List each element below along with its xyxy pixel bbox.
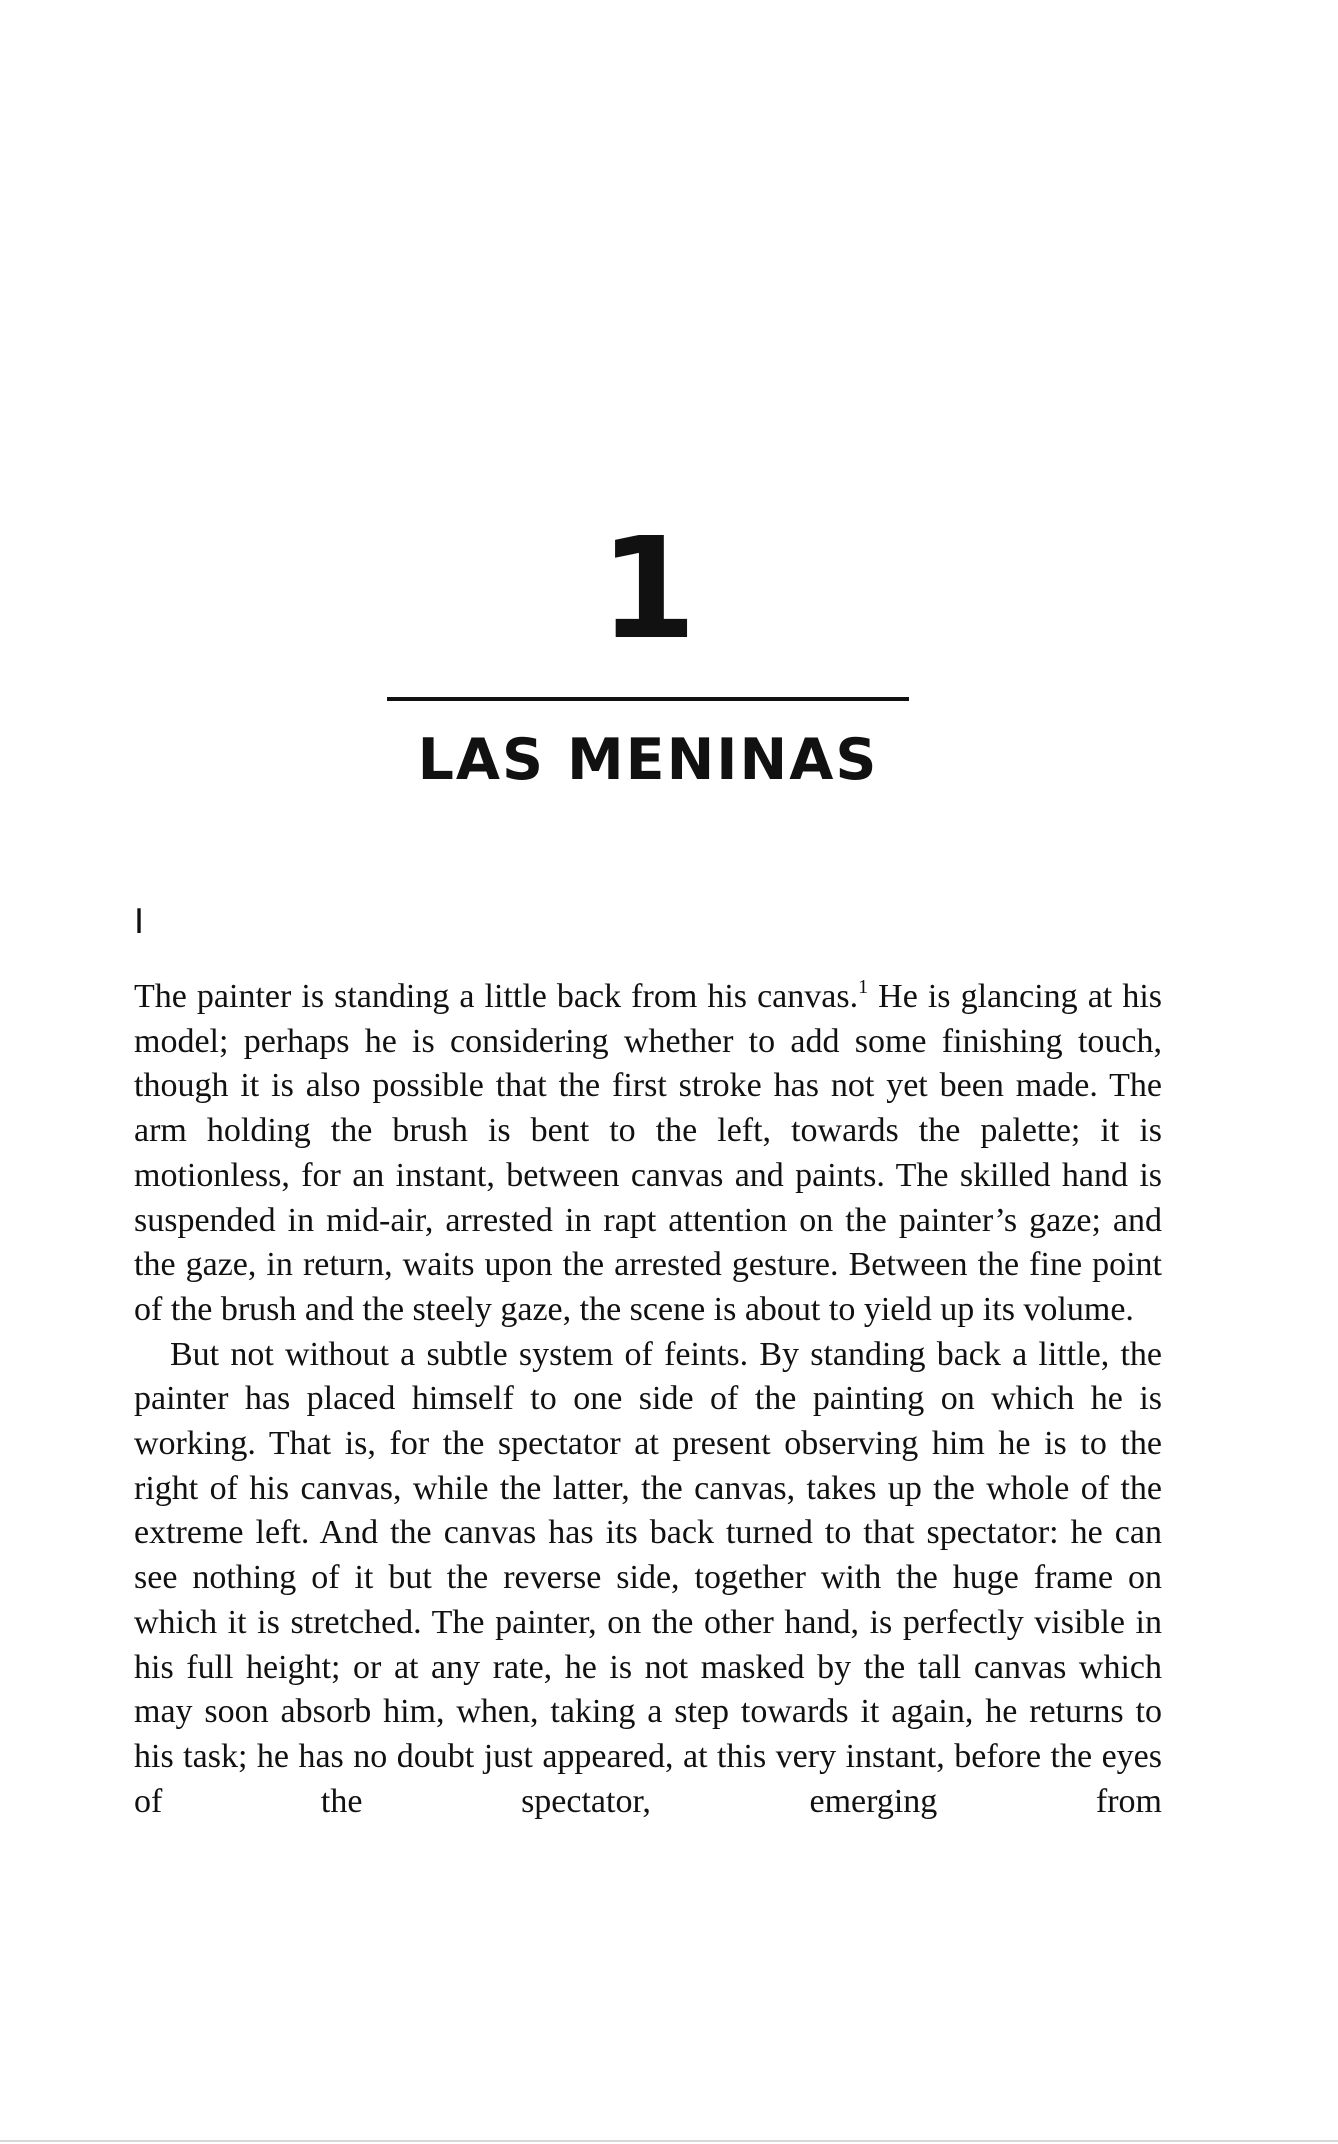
paragraph-2-text: But not without a subtle system of feints. By standing back a little, the painter has placed himself to one side of the painting on which he is working. That is, for the spectator at present observing him he is to the right of his canvas, while the latter, the canvas, takes up the whole of the extreme left. And the canvas has its back turned to that spectator: he can see nothing of it but the reverse side, together with the huge frame on which it is stretched. The painter, on the other hand, is perfectly visible in his full height; or at any rate, he is not masked by the tall canvas which may soon absorb him, when, taking a step towards it again, he returns to his task; he has no doubt just appeared, at this very instant, before the eyes of the spectator, emerging from bbox=[134, 1335, 1162, 1820]
paragraph-2 bbox=[134, 1333, 1162, 1825]
body-text bbox=[134, 975, 1162, 1824]
footnote-marker[interactable]: 1 bbox=[858, 976, 869, 998]
paragraph-1 bbox=[134, 975, 1162, 1333]
chapter-number: 1 bbox=[599, 508, 697, 671]
section-numeral: I bbox=[134, 902, 145, 942]
chapter-divider bbox=[387, 697, 909, 701]
page-bottom-edge bbox=[0, 2140, 1338, 2142]
chapter-title: LAS MENINAS bbox=[417, 727, 879, 793]
paragraph-1-text-continued: He is glancing at his model; perhaps he is considering whether to add some finishing touch, though it is also possible that the first stroke has not yet been made. The arm holding the brush is bent to the left, towards the palette; it is motionless, for an instant, between canvas and paints. The skilled hand is suspended in mid-air, arrested in rapt attention on the painter’s gaze; and the gaze, in return, waits upon the arrested gesture. Between the fine point of the brush and the steely gaze, the scene is about to yield up its volume. bbox=[134, 978, 1162, 1328]
paragraph-1-text: The painter is standing a little back from his canvas. bbox=[134, 978, 859, 1015]
